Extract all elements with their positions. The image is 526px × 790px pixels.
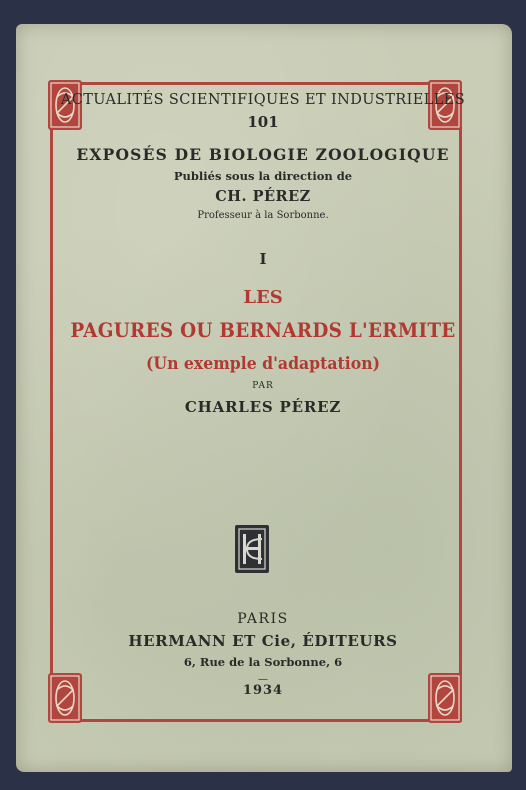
publisher-address: 6, Rue de la Sorbonne, 6 — [183, 655, 343, 669]
director-title: Professeur à la Sorbonne. — [197, 210, 329, 221]
hermann-logo-icon — [235, 525, 269, 573]
series-title: ACTUALITÉS SCIENTIFIQUES ET INDUSTRIELLES — [60, 92, 466, 108]
book-title-line2: PAGURES OU BERNARDS L'ERMITE — [70, 318, 456, 342]
series-director: CH. PÉREZ — [215, 188, 311, 205]
series-number: 101 — [247, 113, 279, 131]
collection-title: EXPOSÉS DE BIOLOGIE ZOOLOGIQUE — [76, 145, 450, 164]
by-label: PAR — [252, 381, 274, 391]
author-name: CHARLES PÉREZ — [184, 398, 342, 416]
volume-number: I — [259, 250, 267, 268]
separator-dash: — — [258, 674, 268, 685]
publisher-name: HERMANN ET Cie, ÉDITEURS — [128, 632, 398, 650]
book-title-line1: LES — [243, 287, 283, 308]
publication-year: 1934 — [242, 683, 284, 698]
book-subtitle: (Un exemple d'adaptation) — [145, 354, 381, 373]
published-under: Publiés sous la direction de — [173, 169, 353, 183]
publisher-city: PARIS — [237, 611, 289, 627]
